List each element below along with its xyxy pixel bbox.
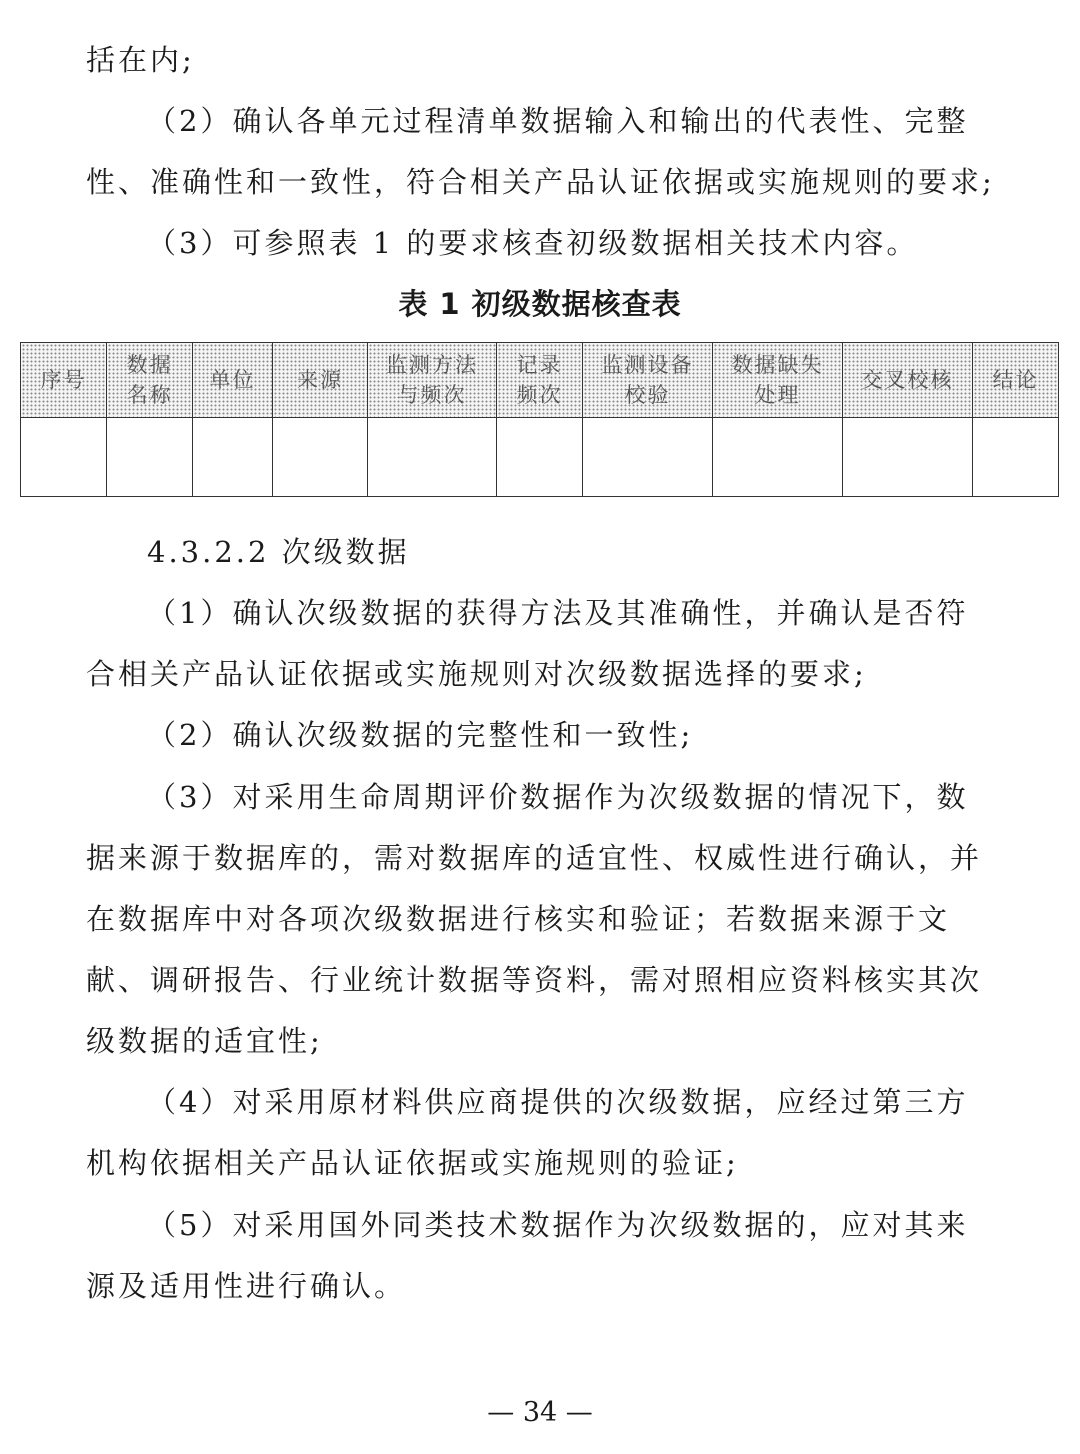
table-cell <box>497 418 583 497</box>
header-label: 数据缺失 处理 <box>731 353 824 407</box>
text-line: 献、调研报告、行业统计数据等资料，需对照相应资料核实其次 <box>86 963 983 997</box>
text-line: 括在内; <box>86 43 195 77</box>
header-label: 单位 <box>209 368 256 392</box>
text-line: 在数据库中对各项次级数据进行核实和验证；若数据来源于文 <box>86 902 951 936</box>
table-cell <box>107 418 193 497</box>
text-line: 源及适用性进行确认。 <box>86 1269 407 1303</box>
table-cell <box>273 418 368 497</box>
header-cell <box>193 343 273 418</box>
table-header-row <box>21 343 1059 418</box>
table-title: 表 1 初级数据核查表 <box>398 287 682 321</box>
header-cell <box>843 343 973 418</box>
text-line: 机构依据相关产品认证依据或实施规则的验证; <box>86 1146 739 1180</box>
header-label: 数据 名称 <box>126 353 173 407</box>
header-label: 结论 <box>992 368 1039 392</box>
header-cell <box>21 343 107 418</box>
table-cell <box>21 418 107 497</box>
header-cell <box>273 343 368 418</box>
header-cell <box>583 343 713 418</box>
header-label: 监测方法 与频次 <box>386 353 478 407</box>
table-cell <box>193 418 273 497</box>
section-heading: 4.3.2.2 次级数据 <box>147 535 410 569</box>
text-line: 性、准确性和一致性，符合相关产品认证依据或实施规则的要求; <box>86 165 995 199</box>
page-number: — 34 — <box>487 1397 593 1428</box>
header-cell <box>497 343 583 418</box>
header-label: 序号 <box>40 368 87 392</box>
table-cell <box>368 418 497 497</box>
header-label: 监测设备 校验 <box>601 353 694 407</box>
header-label: 交叉校核 <box>861 368 954 392</box>
text-line: （4）对采用原材料供应商提供的次级数据，应经过第三方 <box>147 1085 969 1119</box>
header-cell <box>368 343 497 418</box>
text-line: 合相关产品认证依据或实施规则对次级数据选择的要求; <box>86 657 867 691</box>
text-line: （2）确认各单元过程清单数据输入和输出的代表性、完整 <box>147 104 969 138</box>
header-cell <box>713 343 843 418</box>
table-cell <box>583 418 713 497</box>
header-cell <box>107 343 193 418</box>
header-label: 记录 频次 <box>516 353 563 407</box>
text-line: （3）可参照表 1 的要求核查初级数据相关技术内容。 <box>147 226 919 260</box>
table-row <box>21 418 1059 497</box>
table-cell <box>713 418 843 497</box>
text-line: （5）对采用国外同类技术数据作为次级数据的，应对其来 <box>147 1208 969 1242</box>
text-line: 据来源于数据库的，需对数据库的适宜性、权威性进行确认，并 <box>86 841 983 875</box>
text-line: （1）确认次级数据的获得方法及其准确性，并确认是否符 <box>147 596 969 630</box>
text-line: （2）确认次级数据的完整性和一致性; <box>147 718 694 752</box>
text-line: （3）对采用生命周期评价数据作为次级数据的情况下，数 <box>147 780 969 814</box>
header-label: 来源 <box>297 368 343 392</box>
table-cell <box>973 418 1059 497</box>
text-line: 级数据的适宜性; <box>86 1024 323 1058</box>
table-cell <box>843 418 973 497</box>
header-cell <box>973 343 1059 418</box>
primary-data-check-table <box>20 342 1059 497</box>
